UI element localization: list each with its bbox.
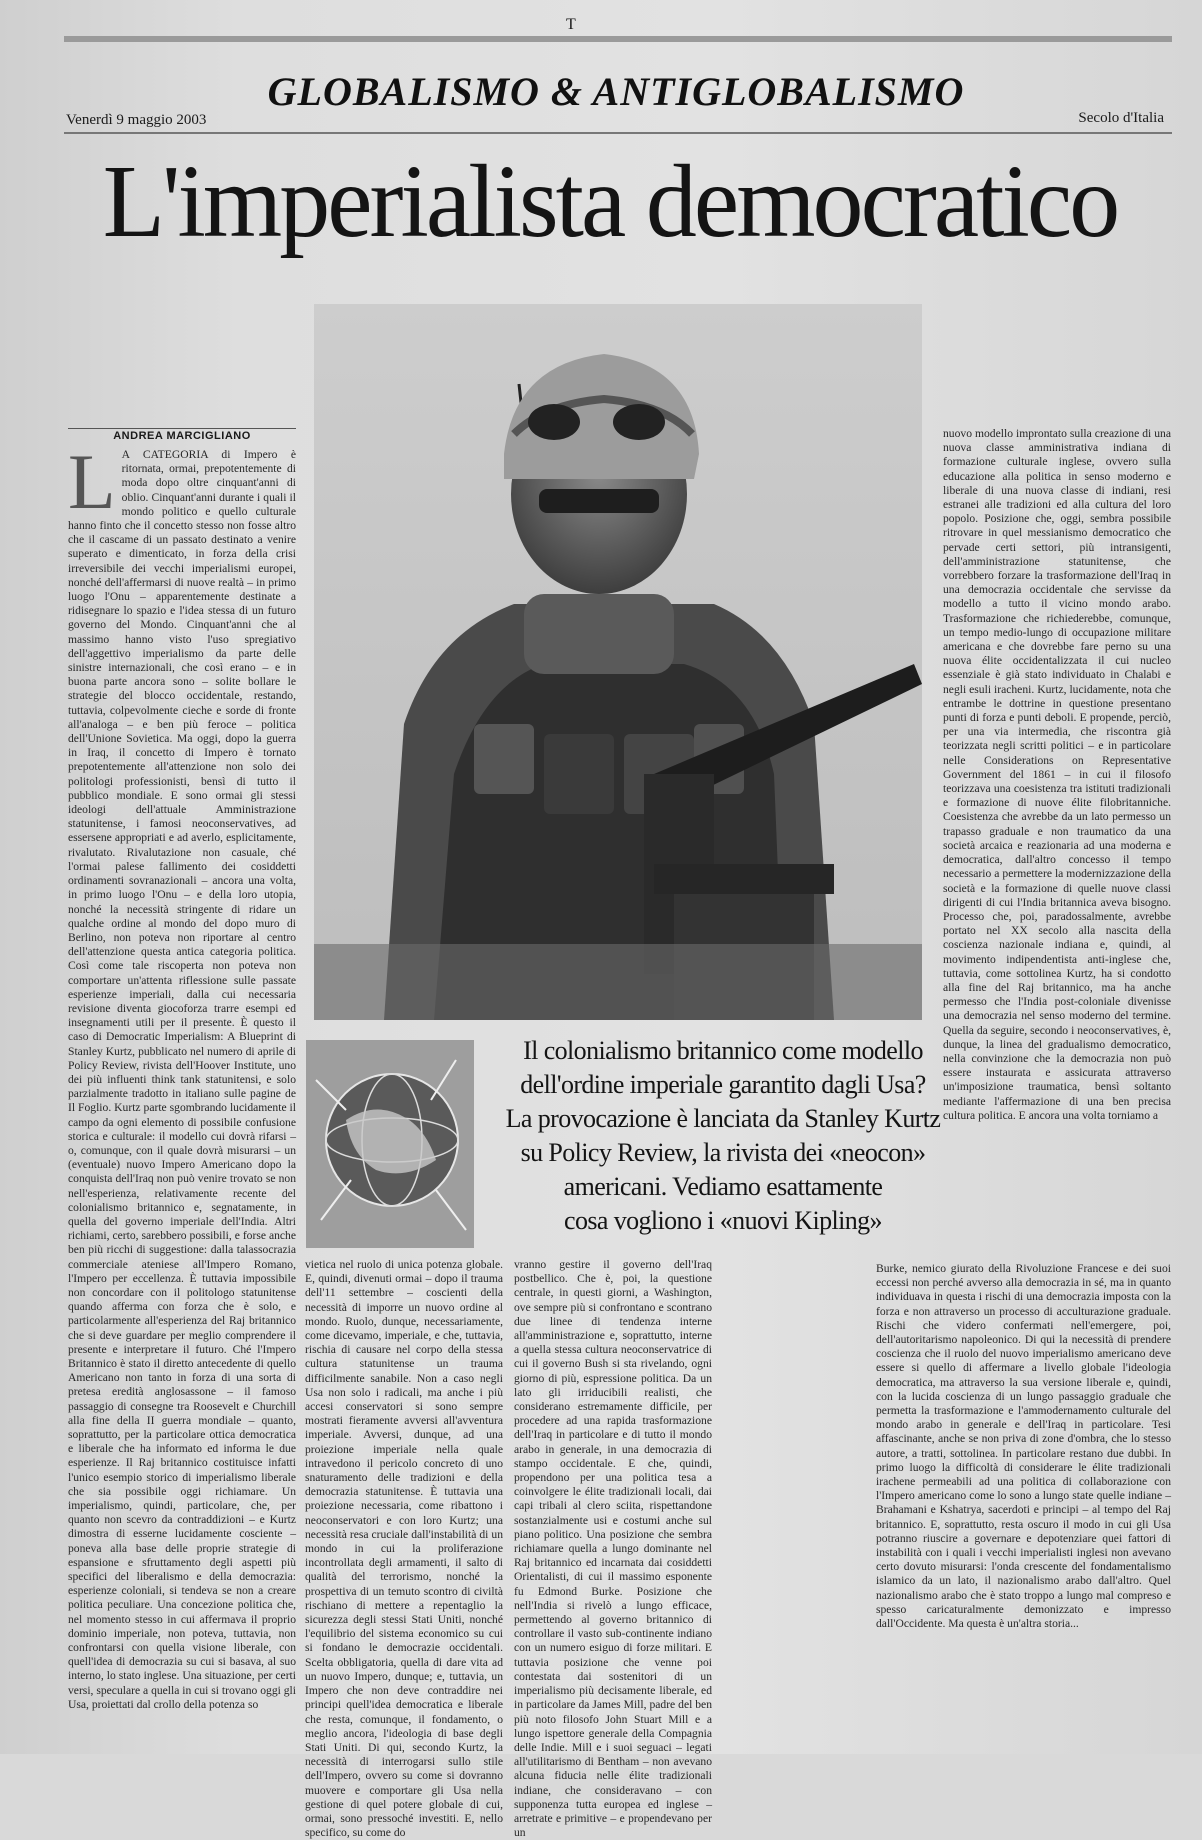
article-headline: L'imperialista democratico — [102, 144, 1118, 259]
column-2-text: vietica nel ruolo di unica potenza globale. E, quindi, divenuti ormai – dopo il trauma dell'11 settembre – coscienti della necessità di imporre un nuovo ordine al mondo. Ruolo, dunque, necessariamente, come dicevamo, imperiale, e che, tuttavia, rischia di causare nel corpo della stessa cultura statunitense un trauma difficilmente sanabile. Non a caso negli Usa non solo i radicali, ma anche i più accesi conservatori si sono sempre mostrati fieramente avversi all'avventura imperiale. Avversi, dunque, ad una proiezione imperiale nella quale intravedono il pericolo concreto di uno snaturamento delle tradizioni e della democrazia statunitense. È tuttavia una proiezione necessaria, come ribattono i neoconservatori e con loro Kurtz; una necessità resa cruciale dall'instabilità di un mondo in cui la proliferazione incontrollata degli armamenti, il salto di qualità del terrorismo, nonché la prospettiva di un temuto scontro di civiltà rischiano di mettere a repentaglio la sicurezza degli stessi Stati Uniti, nonché l'equilibrio del sistema economico su cui si fondano le democrazie occidentali. Scelta obbligatoria, quella di dare vita ad un nuovo Impero, dunque; e, tuttavia, un Impero che non deve contraddire nei principi quell'idea democratica e liberale che resta, comunque, il fondamento, o meglio ancora, l'ideologia di base degli Stati Uniti. Di qui, secondo Kurtz, la necessità di interrogarsi sullo stile dell'Impero, ovvero su come si dovranno muovere e comportare gli Usa nella gestione di quel potere globale di cui, ormai, sono pressoché investiti. E, nello specifico, su come do — [305, 1258, 503, 1840]
column-1-text: A CATEGORIA di Impero è ritornata, ormai, prepotentemente di moda dopo oltre cinquant'anni di oblio. Cinquant'anni durante i quali il mondo politico e quello culturale hanno finto che il concetto stesso non fosse altro che il cascame di un passato destinato a venire superato e dimenticato, in forza della crisi irreversibile dei vecchi imperialismi europei, nonché dell'affermarsi di nuove realtà – in primo luogo l'Onu – apparentemente destinate a ridisegnare lo spazio e l'idea stessa di un futuro governo del Mondo. Cinquant'anni che al massimo hanno visto l'uso spregiativo dell'aggettivo imperialismo da parte delle sinistre internazionali, che così erano – e in buona parte ancora sono – solite bollare le strategie del blocco occidentale, restando, tuttavia, colpevolmente cieche e sorde di fronte all'analoga – e ben più feroce – politica dell'Unione Sovietica. Ma oggi, dopo la guerra in Iraq, il concetto di Impero è tornato prepotentemente all'attenzione non solo dei politologi professionisti, bensì di tutto il pubblico mondiale. E sono ormai gli stessi ideologi dell'attuale Amministrazione statunitense, i famosi neoconservatives, ad essersene appropriati e ad averlo, esplicitamente, rivalutato. Rivalutazione non casuale, ché l'ormai palese fallimento dei cosiddetti ordinamenti sovranazionali – ancora una volta, in primo luogo l'Onu – e della loro utopia, nonché la necessità stringente di ridare un qualche ordine al mondo del dopo muro di Berlino, non poteva non riportare al centro dell'attenzione questa antica categoria politica. Così come tale riscoperta non poteva non comportare un'attenta riflessione sulle passate esperienze imperiali, dalla cui necessaria revisione diventa giocoforza trarre esempi ed insegnamenti utili per il presente. È questo il caso di Democratic Imperialism: A Blueprint di Stanley Kurtz, pubblicato nel numero di aprile di Policy Review, rivista dell'Hoover Institute, uno dei più influenti think tank statunitensi, e solo parzialmente tradotto in italiano sulle pagine de Il Foglio. Kurtz parte sgombrando lucidamente il campo da ogni elemento di possibile confusione storica e culturale: il modello cui dovrà rifarsi – o, comunque, con il quale dovrà misurarsi – un (eventuale) nuovo Impero Americano dopo la conquista dell'Iraq non può venire trovato se non nell'esperienza, relativamente recente del colonialismo britannico e, segnatamente, in quella del governo imperiale dell'India. Altri richiami, certo, sarebbero possibili, e forse anche ben più ricchi di suggestione: dalla talassocrazia commerciale ateniese all'Impero Romano, l'Impero per eccellenza. È tuttavia impossibile non concordare con il politologo statunitense quando afferma con forza che è solo, e particolarmente all'esperienza del Raj britannico che si deve guardare per meglio comprendere il presente e interpretare il futuro. Ché l'Impero Britannico è stato il diretto antecedente di quello Americano non tanto in forza di una sorta di pretesa eredità anglosassone – il famoso passaggio di consegne tra Roosevelt e Churchill alla fine della II guerra mondiale – quanto, soprattutto, per la particolare ottica democratica e liberale che ha informato ed informa le due esperienze. Il Raj britannico costituisce infatti l'unico esempio storico di imperialismo liberale che sia possibile oggi richiamare. Un imperialismo, quindi, particolare, che, per quanto non scevro da contraddizioni – e Kurtz dimostra di esserne lucidamente cosciente – poneva alla base delle proprie strategie di espansione e sfruttamento degli aspetti più specifici del liberalismo e della democrazia: esperienze coloniali, si tendeva se non a creare politica peculiare. Una concezione politica che, nel momento stesso in cui affermava il proprio dominio imperiale, non poteva, tuttavia, non confrontarsi con quella visione liberale, con quell'idea di democrazia su cui si basava, al suo interno, lo stato inglese. Una situazione, per certi versi, speculare a quella in cui si trovano oggi gli Usa, proiettati dal crollo della potenza so — [68, 448, 296, 1711]
deck-line: La provocazione è lanciata da Stanley Kurtz — [505, 1104, 941, 1133]
deck-line: cosa vogliono i «nuovi Kipling» — [564, 1206, 882, 1235]
soldier-photo — [314, 304, 922, 1020]
article-column-1 — [68, 438, 296, 1733]
article-column-2 — [305, 1258, 503, 1840]
column-4a-text: nuovo modello improntato sulla creazione di una nuova classe amministrativa indiana di formazione culturale inglese, ovvero sulla educazione alla politica in senso moderno e liberale di una nuova classe di indiani, resi estranei alle tradizioni ed alla cultura del loro popolo. Posizione che, oggi, sembra possibile ritrovare in quel messianismo democratico che pervade certi settori, più intransigenti, dell'amministrazione statunitense, che vorrebbero forzare la trasformazione dell'Iraq in una democrazia occidentale che servisse da modello a tutto il vicino mondo arabo. Trasformazione che richiederebbe, comunque, un tempo medio-lungo di occupazione militare americana e che dovrebbe fare perno su una nuova élite occidentalizzata il cui nucleo essenziale è già stato individuato in Chalabi e negli esuli iracheni. Kurtz, lucidamente, nota che entrambe le dottrine in questione presentano punti di forza e punti deboli. E propende, perciò, per una via intermedia, che riscontra già teorizzata negli scritti politici – e in particolare nelle Considerations on Representative Government del 1861 – in cui il filosofo teorizzava una coesistenza tra istituti tradizionali e formazione di nuove élite filobritanniche. Coesistenza che avrebbe da un lato permesso un trapasso graduale e non traumatico da una società arcaica e reazionaria ad una moderna e democratica, dall'altro concesso il tempo necessario a permettere la modernizzazione della società e la formazione di quelle nuove classi dirigenti di cui l'India britannica aveva bisogno. Processo che, poi, paradossalmente, avrebbe portato nel XX secolo alla nascita della coscienza nazionale indiana e, quindi, al movimento indipendentista anti-inglese che, tuttavia, come sottolinea Kurtz, ha si condotto alla fine del Raj britannico, ma ha anche permesso che l'India post-coloniale divenisse una democrazia nel senso moderno del termine. Quella da seguire, secondo i neoconservatives, è, dunque, la linea del gradualismo democratico, nella convinzione che la democrazia non può essere instaurata e assicurata attraverso un'imposizione traumatica, bensì soltanto mediante l'affermazione di una ben precisa cultura politica. E ancora una volta torniamo a — [943, 427, 1171, 1122]
section-banner: GLOBALISMO & ANTIGLOBALISMO — [267, 68, 965, 114]
byline-rule — [68, 428, 296, 429]
deck-line: su Policy Review, la rivista dei «neocon» — [520, 1138, 926, 1167]
deck-line: dell'ordine imperiale garantito dagli Usa? — [520, 1070, 926, 1099]
column-4b-text: Burke, nemico giurato della Rivoluzione Francese e dei suoi eccessi non perché avverso alla democrazia in sé, ma in quanto individuava in questa i rischi di una democrazia imposta con la forza e non attraverso un processo di acculturazione graduale. Rischi che videro confermati nell'emergere, poi, dell'autoritarismo napoleonico. Di qui la necessità di prendere coscienza che il ruolo del nuovo imperialismo americano deve essere si quello di affermare a livello globale l'ideologia democratica, ma attraverso la sua versione liberale e, quindi, con la lucida coscienza di un lungo passaggio graduale che permetta la trasformazione e l'ammodernamento culturale del mondo arabo in generale e dell'Iraq in particolare. Tesi affascinante, anche se non priva di zone d'ombra, che lo stesso autore, a tratti, sottolinea. In particolare restano due dubbi. In primo luogo la difficoltà di considerare le élite tradizionali irachene permeabili ad una politica di collaborazione con l'Impero americano come lo sono a lungo state quelle indiane – Brahamani e Kshatrya, sacerdoti e principi – al tempo del Raj britannico. E, soprattutto, resta oscuro il modo in cui gli Usa potranno riuscire a governare e depotenziare quei fattori di instabilità con i quali i vecchi imperialisti inglesi non avevano certo dovuto misurarsi: l'onda crescente del fondamentalismo islamico da un lato, il nazionalismo arabo dall'altro. Quel nazionalismo arabo che è stato troppo a lungo mal compreso e spesso caricaturalmente demonizzato e impresso dall'Occidente. Ma questa è un'altra storia... — [876, 1262, 1171, 1631]
page-number: T — [566, 16, 576, 33]
deck-line: Il colonialismo britannico come modello — [523, 1036, 923, 1065]
article-column-4a — [943, 427, 1171, 1122]
drop-cap: L — [68, 438, 116, 525]
header-rule — [64, 132, 1172, 134]
newspaper-name: Secolo d'Italia — [1078, 110, 1164, 126]
dateline: Venerdì 9 maggio 2003 — [66, 112, 207, 128]
deck-line: americani. Vediamo esattamente — [563, 1172, 883, 1201]
top-rule — [64, 36, 1172, 42]
article-column-3 — [514, 1258, 712, 1840]
author-byline: ANDREA MARCIGLIANO — [113, 430, 251, 442]
globe-image — [306, 1040, 474, 1248]
article-deck — [480, 1034, 966, 1238]
article-column-4b — [876, 1262, 1171, 1733]
column-3-text: vranno gestire il governo dell'Iraq postbellico. Che è, poi, la questione centrale, in questi giorni, a Washington, ove sempre più si confrontano e scontrano due linee di tendenza interne all'amministrazione e, soprattutto, interne a quella stessa cultura neoconservatrice di cui il governo Bush si sta rivelando, ogni giorno di più, espressione politica. Da un lato gli irriducibili realisti, che considerano estremamente difficile, per procedere ad una rapida trasformazione dell'Iraq in particolare e di tutto il mondo arabo in generale, in una democrazia di stampo occidentale. E che, quindi, propendono per una politica tesa a coinvolgere le élite tradizionali locali, dai capi tribali al clero sciita, rispettandone sostanzialmente usi e costumi anche sul piano politico. Una posizione che sembra richiamare quella a lungo dominante nel Raj britannico ed incarnata dai cosiddetti Orientalisti, di cui il massimo esponente fu Edmond Burke. Posizione che nell'India si rivelò a lungo efficace, permettendo al governo britannico di controllare il vasto sub-continente indiano con un numero esiguo di forze militari. E tuttavia posizione che venne poi contestata dai sostenitori di un imperialismo più decisamente liberale, ed in particolare da James Mill, padre del ben più noto filosofo John Stuart Mill e a lungo ispettore generale della Compagnia delle Indie. Mill e i suoi seguaci – legati all'utilitarismo di Bentham – non avevano alcuna fiducia nelle élite tradizionali indiane, che consideravano – con supponenza tutta europea ed inglese – arretrate e primitive – e propendevano per un — [514, 1258, 712, 1840]
